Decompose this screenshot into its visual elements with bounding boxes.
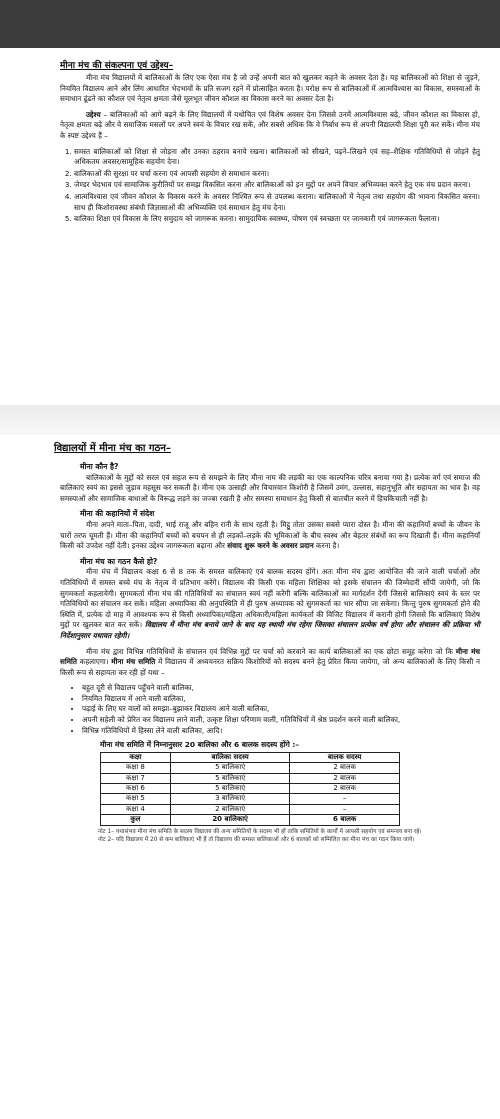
committee-name: मीना मंच समिति [111, 657, 156, 667]
stories-bold: संवाद शुरू करने के अवसर प्रदान [227, 541, 314, 551]
table-row [101, 794, 400, 804]
objective-label: उद्देश्य [86, 109, 101, 119]
objective-item: 3. जेण्डर भेदभाव एवं सामाजिक कुरीतियों पर समझ विकसित करना और बालिकाओं को इन मुद्दों पर अपने विचार अभिव्यक्त करने हेतु एक मंच प्रदान करना। [74, 180, 480, 191]
committee-paragraph [60, 647, 480, 679]
document-page-2 [54, 442, 480, 844]
table-cell: 2 बालक [290, 773, 400, 783]
section-title: विद्यालयों में मीना मंच का गठन– [54, 443, 171, 454]
member-criteria-list [60, 683, 480, 736]
objective-paragraph [60, 110, 480, 142]
table-total-row [101, 815, 400, 825]
who-paragraph: बालिकाओं के मुद्दों को सरल एवं सहज रूप से समझने के लिए मीना नाम की लड़की का एक काल्पनिक चरित्र बनाया गया है। प्रत्येक वर्ग एवं समाज की बालिकाएं स्वयं का इससे जुड़ाव महसूस कर सकती है। मीना एक उत्साही और विचारवान किशोरी है जिसमें उमंग, उल्लास, सहानुभूति और सहायता का भाव है। वह समस्याओं और सामाजिक बाधाओं के विरूद्ध लड़ने का जज्बा रखती है और समस्या समाधान हेतु किसी से बातचीत करने में हिचकिचाती नहीं है। [60, 472, 480, 503]
table-row [101, 784, 400, 794]
formation-bold: विद्यालय में मीना मंच बनाये जाने के बाद यह स्थायी मंच रहेगा जिसका संचालन प्रत्येक वर्ष होगा और संचालन की प्रक्रिया भी निर्देशानुसार यथावत रहेगी। [60, 620, 480, 640]
stories-paragraph [60, 520, 480, 552]
criteria-item: • नियमित विद्यालय में आने वाली बालिका, [82, 694, 480, 705]
table-header: बालिका सदस्य [170, 752, 289, 762]
stories-text: मीना अपने माता–पिता, दादी, भाई राजू और बहिन रानी के साथ रहती है। मिट्ठू तोता उसका सबसे प्यारा दोस्त है। मीना की कहानियाँ बच्चों के जीवन के चारों तरफ घूमती हैं। मीना की कहानियाँ बच्चों को बचपन से ही लड़कों–लड़के की भूमिकाओं के बीच स्वस्थ और बेहतर संबंधों का रूप दिखाती हैं। मीना कहानियाँ किसी को उपदेश नहीं देती। इनका उद्देश्य जागरूकता बढ़ाना और [60, 519, 480, 551]
table-header: बालक सदस्य [290, 752, 400, 762]
objectives-list [60, 147, 480, 225]
criteria-item: • अपनी सहेली को प्रेरित कर विद्यालय लाने वाली, उत्कृष्ट शिक्षा परिणाम वाली, गतिविधियों में श्रेष्ठ प्रदर्शन करने वाली बालिका, [82, 715, 480, 726]
criteria-item: • पढ़ाई के लिए घर वालों को समझा–बुझाकर विद्यालय आने वाली बालिका, [82, 704, 480, 715]
document-page-1 [60, 60, 480, 229]
top-dark-band [0, 0, 500, 48]
committee-text-a: मीना मंच द्वारा विभिन्न गतिविधियों के संचालन एवं विभिन्न मुद्दों पर चर्चा को करवाने का कार्य बालिकाओं का एक छोटा समूह करेगा जो कि [86, 646, 456, 656]
table-cell: 6 बालक [290, 815, 400, 825]
table-cell: 2 बालिकाएं [170, 804, 289, 814]
who-heading: मीना कौन है? [80, 462, 119, 471]
section-title: मीना मंच की संकल्पना एवं उद्देश्य– [60, 61, 174, 71]
note-2: नोट 2– यदि विद्यालय में 20 से कम बालिकाएं भी हैं तो विद्यालय की समस्त बालिकाओं और 6 बालकों को सम्मिलित कर मीना मंच का गठन किया जाये। [98, 836, 415, 843]
table-cell: 5 बालिकाएं [170, 763, 289, 773]
table-cell: कुल [101, 815, 171, 825]
committee-text-c: कहलाएगा। [76, 657, 112, 667]
table-cell: 2 बालक [290, 763, 400, 773]
objective-text: – बालिकाओं को आगे बढ़ने के लिए विद्यालयों में यथोचित एवं विशेष अवसर देना जिससे उनमें आत्मविश्वास बढ़े, जीवन कौशल का विकास हो, नेतृत्व क्षमता बढ़े और वे समाजिक मसलों पर अपने स्वयं के विचार रख सकें, और सबसे अधिक कि वे निर्बाध रूप से अपनी विद्यालयी शिक्षा पूरी कर सकें। मीना मंच के स्पष्ट उद्देश्य हैं – [60, 109, 480, 140]
table-row [101, 804, 400, 814]
table-header: कक्षा [101, 752, 171, 762]
table-cell: 3 बालिकाएं [170, 794, 289, 804]
committee-text-d: में विद्यालय में अध्ययनरत सक्रिय किशोरियों को सदस्य बनने हेतु प्रेरित किया जायेगा, जो अन्य बालिकाओं के लिए किसी न किसी रूप से सहायता कर रही हों यथा – [60, 657, 480, 677]
table-cell: 2 बालक [290, 784, 400, 794]
criteria-item: • बहुत दूरी से विद्यालय पहुँचने वाली बालिका, [82, 683, 480, 694]
table-row [101, 763, 400, 773]
concept-paragraph: मीना मंच विद्यालयों में बालिकाओं के लिए एक ऐसा मंच है जो उन्हें अपनी बात को खुलकर कहने के अवसर देता है। यह बालिकाओं को शिक्षा से जुड़ने, नियमित विद्यालय आने और लिंग आधारित भेदभावों के प्रति सजग रहने में प्रोत्साहित करता है। परोक्ष रूप से बालिकाओं में आत्मविश्वास का विकास, समस्याओं के समाधान ढूंढने का कौशल एवं नेतृत्व क्षमता जैसे मूलभूत जीवन कौशल का विकास करने का अवसर देता है। [60, 73, 480, 104]
objective-item: 1. समस्त बालिकाओं को शिक्षा से जोड़ना और उनका ठहराव बनाये रखना। बालिकाओं को सीखने, पढ़ने–लिखने एवं सह–शैक्षिक गतिविधियों से जोड़ने हेतु अधिकतम अवसर/सामूहिक सहयोग देना। [74, 147, 480, 168]
table-cell: कक्षा 4 [101, 804, 171, 814]
table-caption: मीना मंच समिति में निम्नानुसार 20 बालिका और 6 बालक सदस्य होंगे :– [100, 740, 299, 750]
note-1: नोट 1– यथासंभव मीना मंच समिति के सदस्य विद्यालय की अन्य समितियों के सदस्य भी हों ताकि समितियों के कार्यों में आपसी सहयोग एवं समन्वय बना रहे। [98, 828, 422, 835]
formation-heading: मीना मंच का गठन कैसे हो? [80, 556, 158, 566]
formation-paragraph [60, 567, 480, 641]
committee-table [100, 752, 400, 826]
table-notes [98, 828, 480, 844]
table-cell: कक्षा 6 [101, 784, 171, 794]
table-row [101, 773, 400, 783]
table-cell: कक्षा 7 [101, 773, 171, 783]
objective-item: 4. आत्मविश्वास एवं जीवन कौशल के विकास करने के अवसर निश्चित रूप से उपलब्ध कराना। बालिकाओं में नेतृत्व तथा सहयोग की भावना विकसित करना। साथ ही किशोरावस्था संबंधी जिज्ञासाओं की अभिव्यक्ति एवं समाधान हेतु मंच देना। [74, 192, 480, 213]
table-cell: कक्षा 8 [101, 763, 171, 773]
objective-item: 5. बालिका शिक्षा एवं विकास के लिए समुदाय को जागरूक करना। सामुदायिक स्वास्थ्य, पोषण एवं स्वच्छता पर जानकारी एवं जागरूकता फैलाना। [74, 214, 480, 225]
page-separator [0, 405, 500, 435]
table-cell: 5 बालिकाएं [170, 784, 289, 794]
table-cell: कक्षा 5 [101, 794, 171, 804]
table-cell: 20 बालिकाएं [170, 815, 289, 825]
table-cell: – [290, 804, 400, 814]
formation-text: मीना मंच में विद्यालय कक्षा 6 से 8 तक के समस्त बालिकाएं एवं बालक सदस्य होंगे। अतः मीना मंच द्वारा आयोजित की जाने वाली चर्चाओं और गतिविधियों में समस्त बच्चे मंच के नेतृत्व में प्रतिभाग करेंगे। विद्यालय की किसी एक महिला शिक्षिका को इसके संचालन की जिम्मेदारी सौंपी जायेगी, जो कि सुगमकर्ता कहलायेगी। सुगमकर्ता मीना मंच की गतिविधियों का संचालन स्वयं नहीं करेंगी बल्कि बालिकाओं का मार्गदर्शन देंगी जिससे बालिकाएं स्वयं के स्तर पर गतिविधियों का संचालन कर सकें। महिला अध्यापिका की अनुपस्थिति में ही पुरुष अध्यापक को सुगमकर्ता का भार सौंपा जा सकेगा। किन्तु पुरुष सुगमकर्ता होने की स्थिति में, प्रत्येक दो माह में आवश्यक रूप से किसी अध्यापिका/महिला अधिकारी/महिला कार्यकर्ता की विजिट विद्यालय में करानी होगी जिससे कि बालिकाएं विशेष मुद्दों पर खुलकर बात कर सकें। [60, 567, 480, 630]
stories-heading: मीना की कहानियों में संदेश [80, 509, 155, 519]
table-cell: 5 बालिकाएं [170, 773, 289, 783]
criteria-item: • विभिन्न गतिविधियों में हिस्सा लेने वाली बालिका, आदि। [82, 726, 480, 737]
objective-item: 2. बालिकाओं की सुरक्षा पर चर्चा करना एवं आपसी सहयोग से समाधान करना। [74, 169, 480, 180]
committee-name: मीना मंच समिति [60, 646, 480, 667]
stories-end: करना है। [313, 541, 340, 551]
table-cell: – [290, 794, 400, 804]
table-header-row [101, 752, 400, 762]
